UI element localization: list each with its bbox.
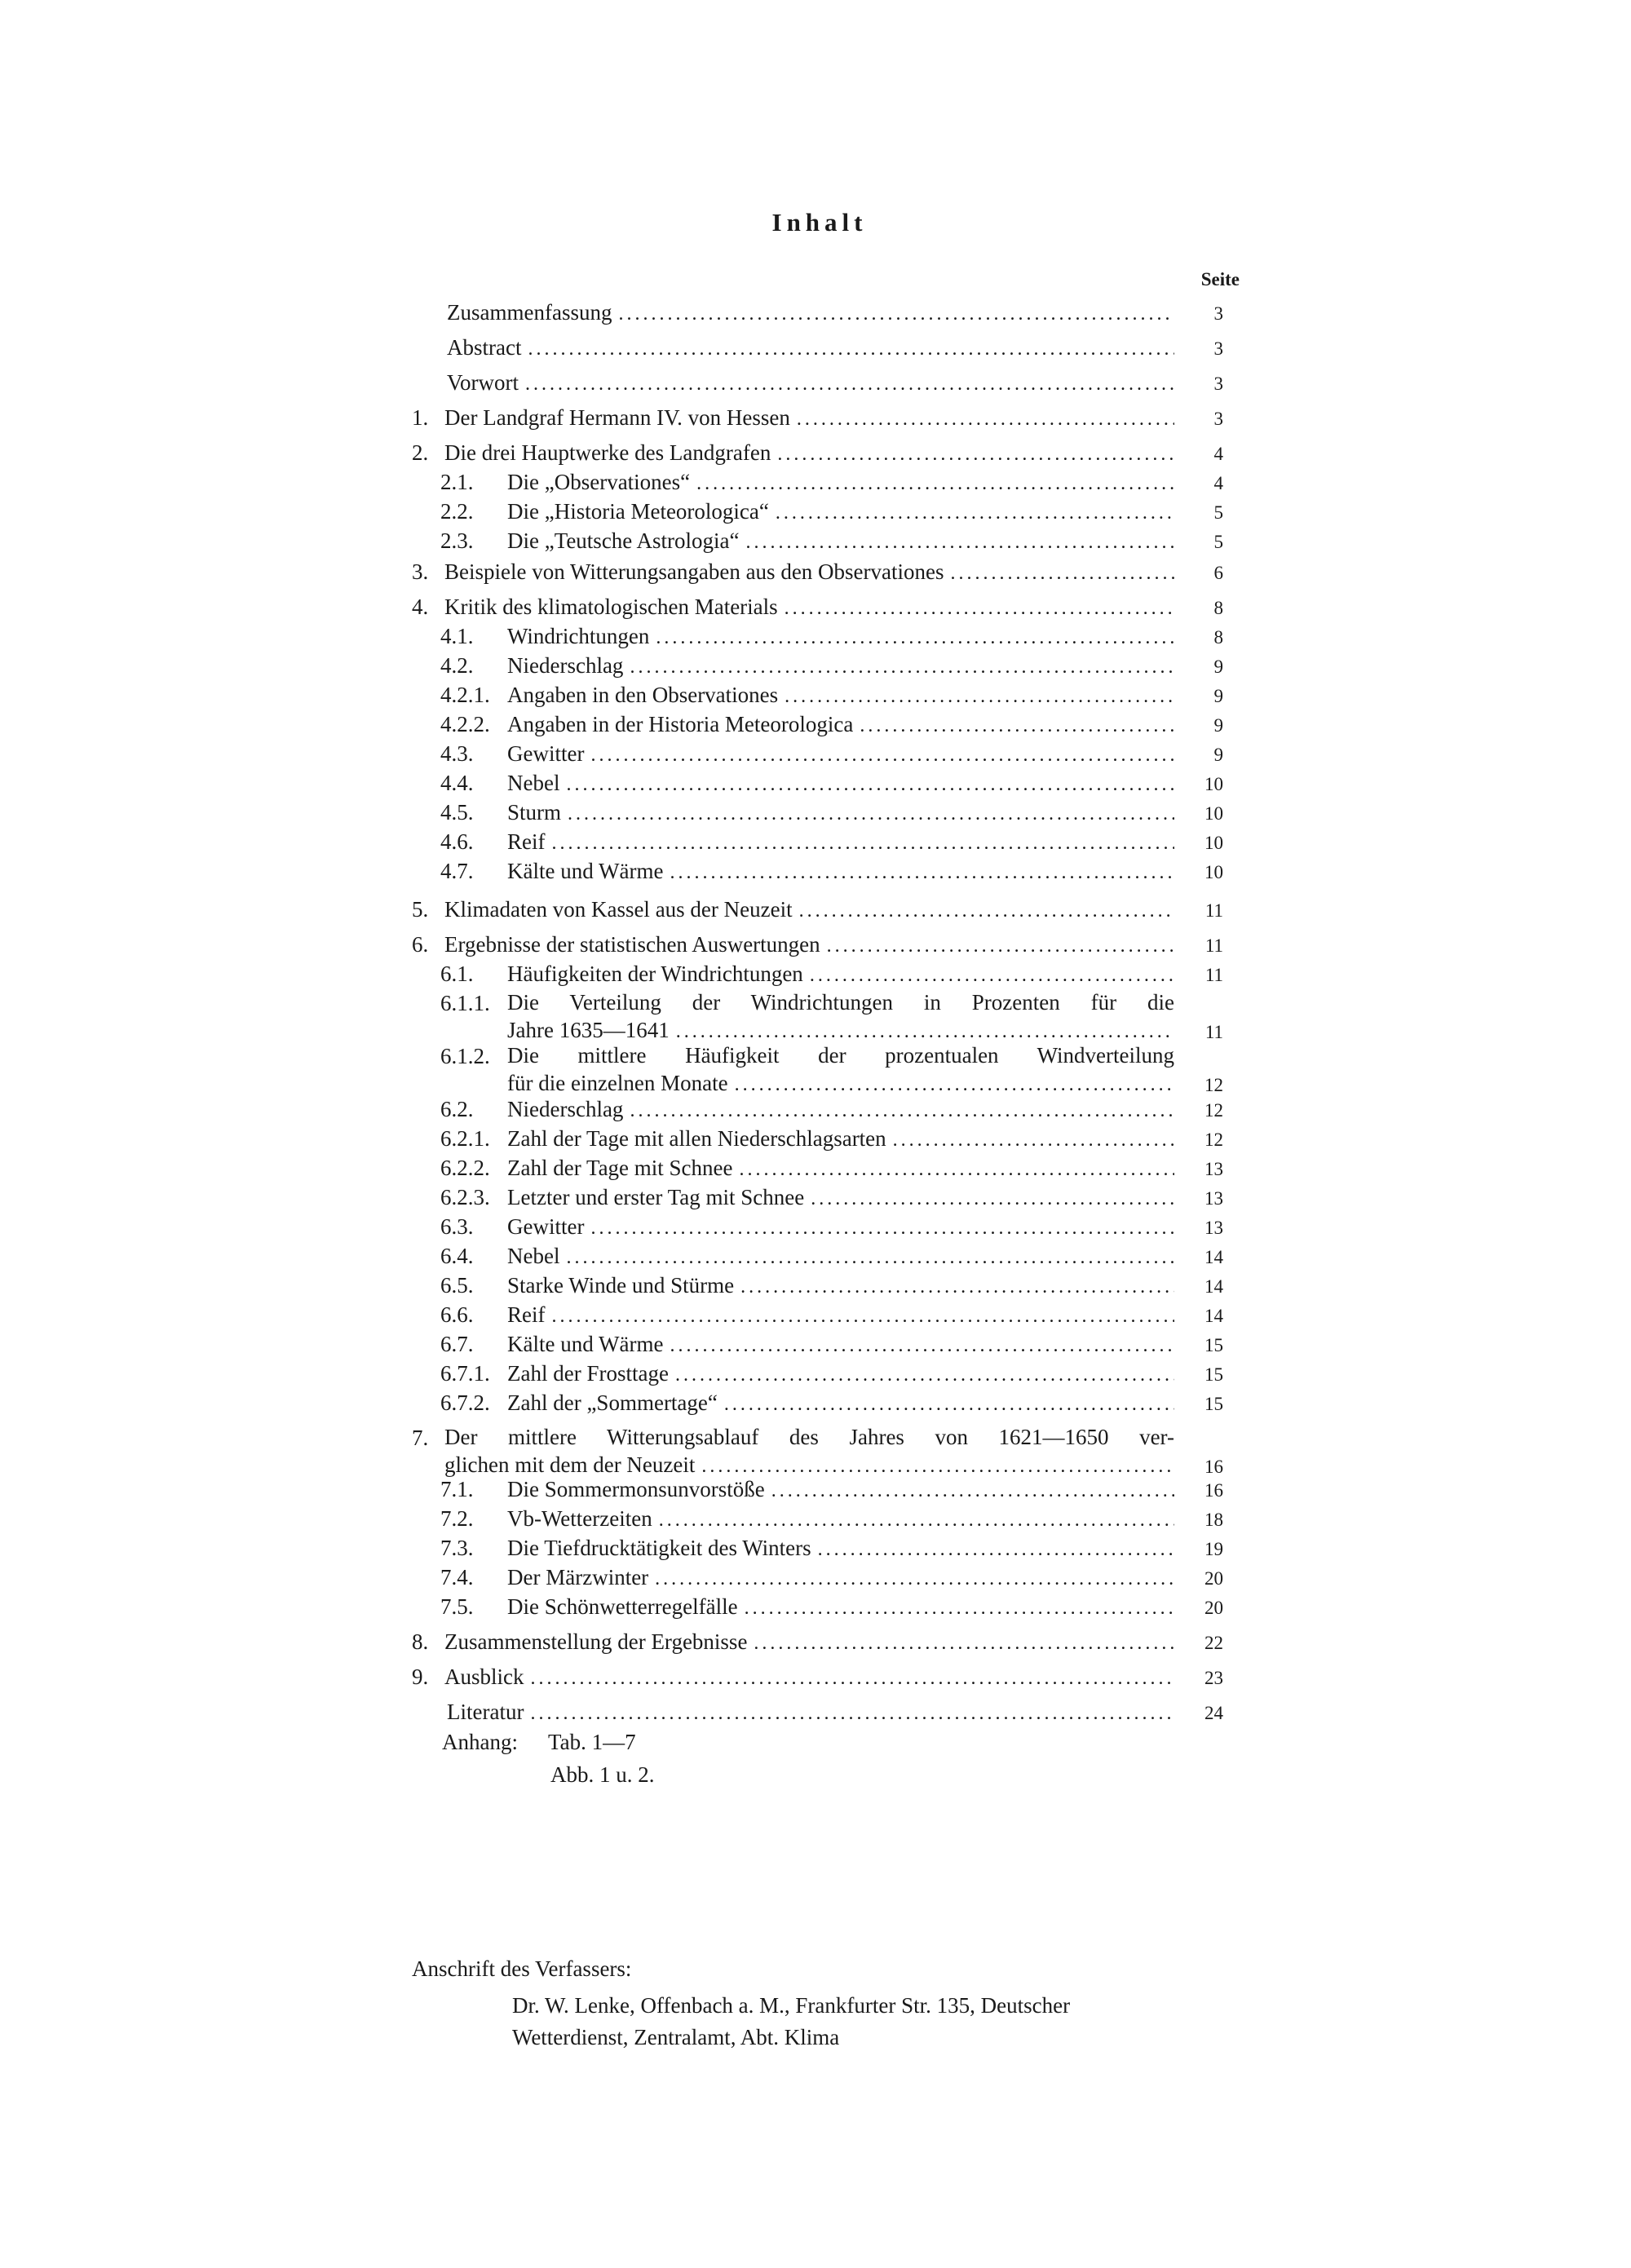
dot-leader <box>777 440 1174 469</box>
toc-entry-text <box>507 988 1174 1046</box>
toc-entry-title: Angaben in den Observationes <box>507 683 779 707</box>
toc-entry-page: 14 <box>1204 1247 1223 1267</box>
dot-leader <box>566 770 1174 799</box>
toc-entry-title: Reif <box>507 829 546 854</box>
toc-entry <box>0 1533 1631 1566</box>
toc-entry-number: 7.4. <box>440 1565 474 1589</box>
dot-leader <box>746 528 1174 557</box>
toc-entry-page: 10 <box>1204 803 1223 824</box>
toc-entry <box>0 1094 1631 1127</box>
toc-entry-page: 19 <box>1204 1539 1223 1559</box>
toc-entry-number: 6.7.2. <box>440 1390 490 1415</box>
toc-entry <box>0 1504 1631 1536</box>
toc-entry-title: Kälte und Wärme <box>507 859 664 883</box>
toc-entry-text <box>507 1271 1174 1302</box>
toc-entry-title: Die mittlere Häufigkeit der prozentualen Windverteilung <box>507 1043 1174 1068</box>
toc-entry-title: Sturm <box>507 800 562 825</box>
toc-entry-number: 9. <box>412 1665 429 1689</box>
toc-entry-text <box>507 1094 1174 1125</box>
toc-entry <box>0 557 1631 590</box>
toc-entry-page: 10 <box>1204 774 1223 794</box>
toc-entry-number: 4.5. <box>440 800 474 825</box>
toc-entry-title: Klimadaten von Kassel aus der Neuzeit <box>444 897 793 922</box>
toc-entry-title: Häufigkeiten der Windrichtungen <box>507 962 803 986</box>
toc-entry-text <box>507 739 1174 770</box>
toc-entry <box>0 333 1631 365</box>
toc-entry-number: 2.1. <box>440 470 474 494</box>
toc-entry-number: 6.6. <box>440 1302 474 1327</box>
dot-leader <box>818 1535 1174 1564</box>
toc-entry-page: 16 <box>1204 1480 1223 1501</box>
toc-entry <box>0 1212 1631 1245</box>
toc-entry-text <box>507 467 1174 498</box>
dot-leader <box>893 1125 1174 1155</box>
dot-leader <box>724 1390 1174 1419</box>
toc-entry-title: Zahl der Tage mit allen Niederschlagsarten <box>507 1126 886 1151</box>
dot-leader <box>590 1214 1174 1243</box>
toc-entry-text <box>507 856 1174 887</box>
toc-entry-page: 20 <box>1204 1568 1223 1589</box>
toc-entry-title: Die „Historia Meteorologica“ <box>507 499 769 524</box>
dot-leader <box>659 1505 1174 1535</box>
toc-entry-text <box>507 1592 1174 1623</box>
toc-entry-text <box>444 895 1174 926</box>
toc-entry-page: 14 <box>1204 1306 1223 1326</box>
toc-entry-page: 18 <box>1204 1510 1223 1530</box>
toc-entry-number: 7.1. <box>440 1477 474 1501</box>
toc-entry-title: Niederschlag <box>507 653 624 678</box>
toc-entry-title: Der Märzwinter <box>507 1565 649 1589</box>
toc-entry-number: 2. <box>412 440 429 465</box>
toc-entry-title-line-2: Jahre 1635—1641 <box>507 1018 670 1042</box>
toc-entry <box>0 856 1631 889</box>
toc-entry-title: Vb-Wetterzeiten <box>507 1506 652 1531</box>
toc-entry <box>0 959 1631 992</box>
toc-entry-number: 4.1. <box>440 624 474 648</box>
toc-entry <box>0 592 1631 625</box>
toc-entry-text <box>507 1388 1174 1419</box>
toc-entry-title: Abstract <box>447 335 522 360</box>
dot-leader <box>740 1155 1174 1184</box>
dot-leader <box>531 1664 1175 1693</box>
dot-leader <box>670 858 1174 887</box>
toc-entry-title: Niederschlag <box>507 1097 624 1121</box>
dot-leader <box>785 594 1174 623</box>
toc-entry-page: 9 <box>1213 686 1223 706</box>
toc-entry-number: 4.4. <box>440 771 474 795</box>
toc-entry-title: Kälte und Wärme <box>507 1332 664 1356</box>
dot-leader <box>776 498 1174 528</box>
toc-entry-page: 13 <box>1204 1159 1223 1179</box>
toc-entry-page: 5 <box>1213 502 1223 523</box>
toc-entry-number: 4.3. <box>440 741 474 766</box>
toc-entry-title: Nebel <box>507 771 560 795</box>
toc-entry-number: 4.2.1. <box>440 683 490 707</box>
toc-entry-title: Die Sommermonsunvorstöße <box>507 1477 765 1501</box>
toc-entry-number: 3. <box>412 559 429 584</box>
toc-entry <box>0 930 1631 962</box>
dot-leader <box>655 1564 1174 1594</box>
toc-entry-text <box>507 1300 1174 1331</box>
toc-entry-text <box>444 930 1174 961</box>
appendix-line-1: Tab. 1—7 <box>548 1730 636 1754</box>
toc-entry-title: Nebel <box>507 1244 560 1268</box>
toc-entry <box>0 1563 1631 1595</box>
toc-entry-page: 13 <box>1204 1188 1223 1209</box>
toc-entry-title: Die „Teutsche Astrologia“ <box>507 528 740 553</box>
toc-entry <box>0 1388 1631 1421</box>
toc-entry <box>0 1183 1631 1215</box>
toc-entry-text <box>447 298 1174 329</box>
toc-entry-number: 6.2.2. <box>440 1156 490 1180</box>
toc-entry-page: 8 <box>1213 598 1223 618</box>
toc-entry-page: 12 <box>1204 1075 1223 1095</box>
dot-leader <box>552 829 1175 858</box>
toc-entry-number: 2.3. <box>440 528 474 553</box>
dot-leader <box>951 559 1174 588</box>
author-address-line-2: Wetterdienst, Zentralamt, Abt. Klima <box>512 2025 840 2049</box>
dot-leader <box>797 405 1174 434</box>
toc-entry-title-line-2: glichen mit dem der Neuzeit <box>444 1452 696 1477</box>
dot-leader <box>675 1360 1174 1390</box>
toc-entry-title: Die Schönwetterregelfälle <box>507 1594 738 1619</box>
toc-entry-text <box>507 526 1174 557</box>
toc-entry-title: Die drei Hauptwerke des Landgrafen <box>444 440 771 465</box>
toc-entry-text <box>507 621 1174 652</box>
dot-leader <box>799 896 1174 926</box>
toc-entry-page: 11 <box>1204 965 1223 985</box>
toc-entry-text <box>507 1533 1174 1564</box>
toc-entry-page: 11 <box>1204 1022 1223 1042</box>
toc-entry-page: 4 <box>1213 444 1223 464</box>
toc-entry-text <box>507 1504 1174 1535</box>
toc-entry-number: 2.2. <box>440 499 474 524</box>
toc-entry-number: 6.7.1. <box>440 1361 490 1386</box>
toc-entry-page: 15 <box>1204 1364 1223 1385</box>
toc-entry-page: 3 <box>1213 303 1223 324</box>
toc-entry-page: 9 <box>1213 715 1223 736</box>
toc-entry-title: Vorwort <box>447 370 519 395</box>
toc-entry-page: 6 <box>1213 563 1223 583</box>
dot-leader <box>827 931 1174 961</box>
toc-entry-title-line-2: für die einzelnen Monate <box>507 1071 728 1095</box>
page-column-label: Seite <box>1200 269 1240 290</box>
toc-entry-title: Zahl der „Sommertage“ <box>507 1390 718 1415</box>
toc-entry-text <box>507 1474 1174 1505</box>
dot-leader <box>552 1302 1175 1331</box>
toc-entry-title: Ergebnisse der statistischen Auswertungen <box>444 932 820 957</box>
toc-entry <box>0 680 1631 713</box>
toc-entry-number: 6.2.3. <box>440 1185 490 1209</box>
toc-entry-number: 6.5. <box>440 1273 474 1298</box>
toc-entry-number: 6.4. <box>440 1244 474 1268</box>
dot-leader <box>630 1096 1174 1125</box>
toc-entry-title: Zusammenfassung <box>447 300 612 325</box>
toc-entry <box>0 1627 1631 1660</box>
toc-entry-number: 4.2. <box>440 653 474 678</box>
toc-entry <box>0 739 1631 771</box>
toc-entry-title: Starke Winde und Stürme <box>507 1273 735 1298</box>
toc-entry-title: Beispiele von Witterungsangaben aus den Observationes <box>444 559 944 584</box>
toc-entry-title: Die Tiefdrucktätigkeit des Winters <box>507 1536 811 1560</box>
toc-entry <box>0 1662 1631 1695</box>
toc-entry-page: 16 <box>1204 1457 1223 1477</box>
toc-entry-page: 5 <box>1213 532 1223 552</box>
toc-entry-text <box>507 827 1174 858</box>
toc-entry <box>0 1271 1631 1303</box>
toc-entry-text <box>447 1697 1174 1728</box>
toc-entry-number: 7.3. <box>440 1536 474 1560</box>
toc-entry-text <box>447 333 1174 364</box>
toc-entry-text <box>507 1124 1174 1155</box>
toc-entry-number: 4.2.2. <box>440 712 490 736</box>
toc-entry-text <box>507 1153 1174 1184</box>
toc-entry-number: 6.1.1. <box>440 991 490 1015</box>
toc-entry-number: 8. <box>412 1629 429 1654</box>
toc-entry-number: 4. <box>412 595 429 619</box>
dot-leader <box>745 1594 1174 1623</box>
toc-entry-page: 3 <box>1213 374 1223 394</box>
toc-entry-text <box>444 1627 1174 1658</box>
toc-entry-page: 14 <box>1204 1276 1223 1297</box>
author-address <box>512 1990 1246 2054</box>
toc-entry-text <box>507 1041 1174 1099</box>
toc-entry-page: 10 <box>1204 862 1223 882</box>
toc-entry-text <box>507 1183 1174 1214</box>
dot-leader <box>528 334 1174 364</box>
toc-entry <box>0 497 1631 529</box>
toc-entry <box>0 467 1631 500</box>
toc-entry-text <box>507 798 1174 829</box>
toc-entry <box>0 768 1631 801</box>
dot-leader <box>810 961 1174 990</box>
toc-entry-title: Literatur <box>447 1700 524 1724</box>
toc-entry <box>0 1592 1631 1625</box>
toc-entry-page: 3 <box>1213 409 1223 429</box>
toc-entry-text <box>507 710 1174 741</box>
toc-entry-title: Zahl der Tage mit Schnee <box>507 1156 733 1180</box>
toc-entry-number: 4.6. <box>440 829 474 854</box>
toc-entry-text <box>447 368 1174 399</box>
toc-entry-text <box>444 1662 1174 1693</box>
toc-entry-number: 1. <box>412 405 429 430</box>
toc-entry-page: 23 <box>1204 1668 1223 1688</box>
toc-entry-text <box>507 1359 1174 1390</box>
toc-entry-title: Windrichtungen <box>507 624 650 648</box>
dot-leader <box>811 1184 1174 1214</box>
toc-entry-title: Kritik des klimatologischen Materials <box>444 595 778 619</box>
toc-entry <box>0 798 1631 830</box>
toc-entry-page: 3 <box>1213 338 1223 359</box>
author-address-label: Anschrift des Verfassers: <box>412 1956 632 1981</box>
toc-entry-text <box>444 1423 1174 1480</box>
dot-leader <box>740 1272 1174 1302</box>
toc-entry <box>0 368 1631 400</box>
toc-entry-page: 24 <box>1204 1703 1223 1723</box>
dot-leader <box>754 1629 1174 1658</box>
toc-heading: Inhalt <box>771 208 868 237</box>
dot-leader <box>670 1331 1174 1360</box>
toc-entry-page: 9 <box>1213 657 1223 677</box>
dot-leader <box>525 369 1174 399</box>
toc-entry <box>0 621 1631 654</box>
toc-entry-page: 12 <box>1204 1100 1223 1121</box>
toc-entry-number: 7.5. <box>440 1594 474 1619</box>
toc-entry <box>0 895 1631 927</box>
toc-entry-title: Der Landgraf Hermann IV. von Hessen <box>444 405 790 430</box>
appendix-line-2: Abb. 1 u. 2. <box>550 1762 655 1787</box>
toc-entry-title: Die „Observationes“ <box>507 470 691 494</box>
toc-entry <box>0 1300 1631 1333</box>
toc-entry <box>0 1241 1631 1274</box>
toc-entry-text <box>507 959 1174 990</box>
toc-entry <box>0 403 1631 435</box>
toc-entry-number: 6.3. <box>440 1214 474 1239</box>
dot-leader <box>568 799 1174 829</box>
toc-entry-page: 9 <box>1213 745 1223 765</box>
toc-entry-text <box>444 592 1174 623</box>
toc-entry <box>0 298 1631 330</box>
toc-entry-text <box>507 1329 1174 1360</box>
toc-entry-title: Gewitter <box>507 741 585 766</box>
toc-entry-number: 4.7. <box>440 859 474 883</box>
toc-entry-text <box>507 497 1174 528</box>
toc-entry-page: 13 <box>1204 1218 1223 1238</box>
toc-entry-page: 22 <box>1204 1633 1223 1653</box>
toc-entry-number: 7.2. <box>440 1506 474 1531</box>
appendix-label: Anhang: <box>442 1730 518 1754</box>
toc-entry-page: 4 <box>1213 473 1223 493</box>
toc-entry-title: Letzter und erster Tag mit Schnee <box>507 1185 805 1209</box>
toc-entry <box>0 438 1631 471</box>
toc-entry-page: 20 <box>1204 1598 1223 1618</box>
author-address-line-1: Dr. W. Lenke, Offenbach a. M., Frankfurter Str. 135, Deutscher <box>512 1993 1071 2018</box>
toc-entry-number: 7. <box>412 1426 429 1450</box>
dot-leader <box>771 1476 1174 1505</box>
toc-entry-text <box>507 1212 1174 1243</box>
dot-leader <box>618 299 1174 329</box>
toc-entry-text <box>507 1563 1174 1594</box>
toc-entry-page: 10 <box>1204 833 1223 853</box>
toc-entry-number: 6.2. <box>440 1097 474 1121</box>
toc-entry <box>0 1697 1631 1730</box>
toc-entry-title: Die Verteilung der Windrichtungen in Prozenten für die <box>507 990 1174 1015</box>
toc-entry <box>0 1359 1631 1391</box>
toc-entry-text <box>444 438 1174 469</box>
toc-entry-text <box>444 403 1174 434</box>
toc-entry-title: Ausblick <box>444 1665 524 1689</box>
toc-entry-page: 12 <box>1204 1130 1223 1150</box>
toc-entry <box>0 1041 1631 1100</box>
toc-entry-text <box>507 1241 1174 1272</box>
toc-entry <box>0 1474 1631 1507</box>
toc-entry <box>0 827 1631 860</box>
toc-entry-title: Der mittlere Witterungsablauf des Jahres von 1621—1650 ver- <box>444 1425 1174 1449</box>
toc-entry-number: 6.1.2. <box>440 1044 490 1068</box>
toc-entry-number: 6.1. <box>440 962 474 986</box>
dot-leader <box>696 469 1174 498</box>
toc-entry-number: 6.7. <box>440 1332 474 1356</box>
toc-entry <box>0 1124 1631 1156</box>
toc-entry <box>0 988 1631 1047</box>
toc-entry <box>0 1329 1631 1362</box>
toc-entry-text <box>444 557 1174 588</box>
toc-entry <box>0 1423 1631 1482</box>
toc-entry-title: Reif <box>507 1302 546 1327</box>
toc-entry-page: 8 <box>1213 627 1223 648</box>
toc-entry-title: Angaben in der Historia Meteorologica <box>507 712 854 736</box>
dot-leader <box>785 682 1174 711</box>
dot-leader <box>566 1243 1174 1272</box>
dot-leader <box>630 652 1174 682</box>
toc-entry-title: Gewitter <box>507 1214 585 1239</box>
toc-entry-text <box>507 768 1174 799</box>
toc-entry-page: 11 <box>1204 900 1223 921</box>
toc-entry-page: 15 <box>1204 1335 1223 1355</box>
dot-leader <box>530 1699 1174 1728</box>
toc-entry-text <box>507 680 1174 711</box>
toc-entry <box>0 526 1631 559</box>
toc-entry-page: 11 <box>1204 935 1223 956</box>
toc-entry <box>0 651 1631 683</box>
toc-entry-page: 15 <box>1204 1394 1223 1414</box>
toc-entry <box>0 1153 1631 1186</box>
toc-entry-text <box>507 651 1174 682</box>
toc-entry-number: 6.2.1. <box>440 1126 490 1151</box>
dot-leader <box>860 711 1174 741</box>
toc-entry-number: 6. <box>412 932 429 957</box>
dot-leader <box>656 623 1174 652</box>
toc-entry-title: Zahl der Frosttage <box>507 1361 669 1386</box>
toc-entry-number: 5. <box>412 897 429 922</box>
toc-entry-title: Zusammenstellung der Ergebnisse <box>444 1629 748 1654</box>
dot-leader <box>590 741 1174 770</box>
toc-entry <box>0 710 1631 742</box>
